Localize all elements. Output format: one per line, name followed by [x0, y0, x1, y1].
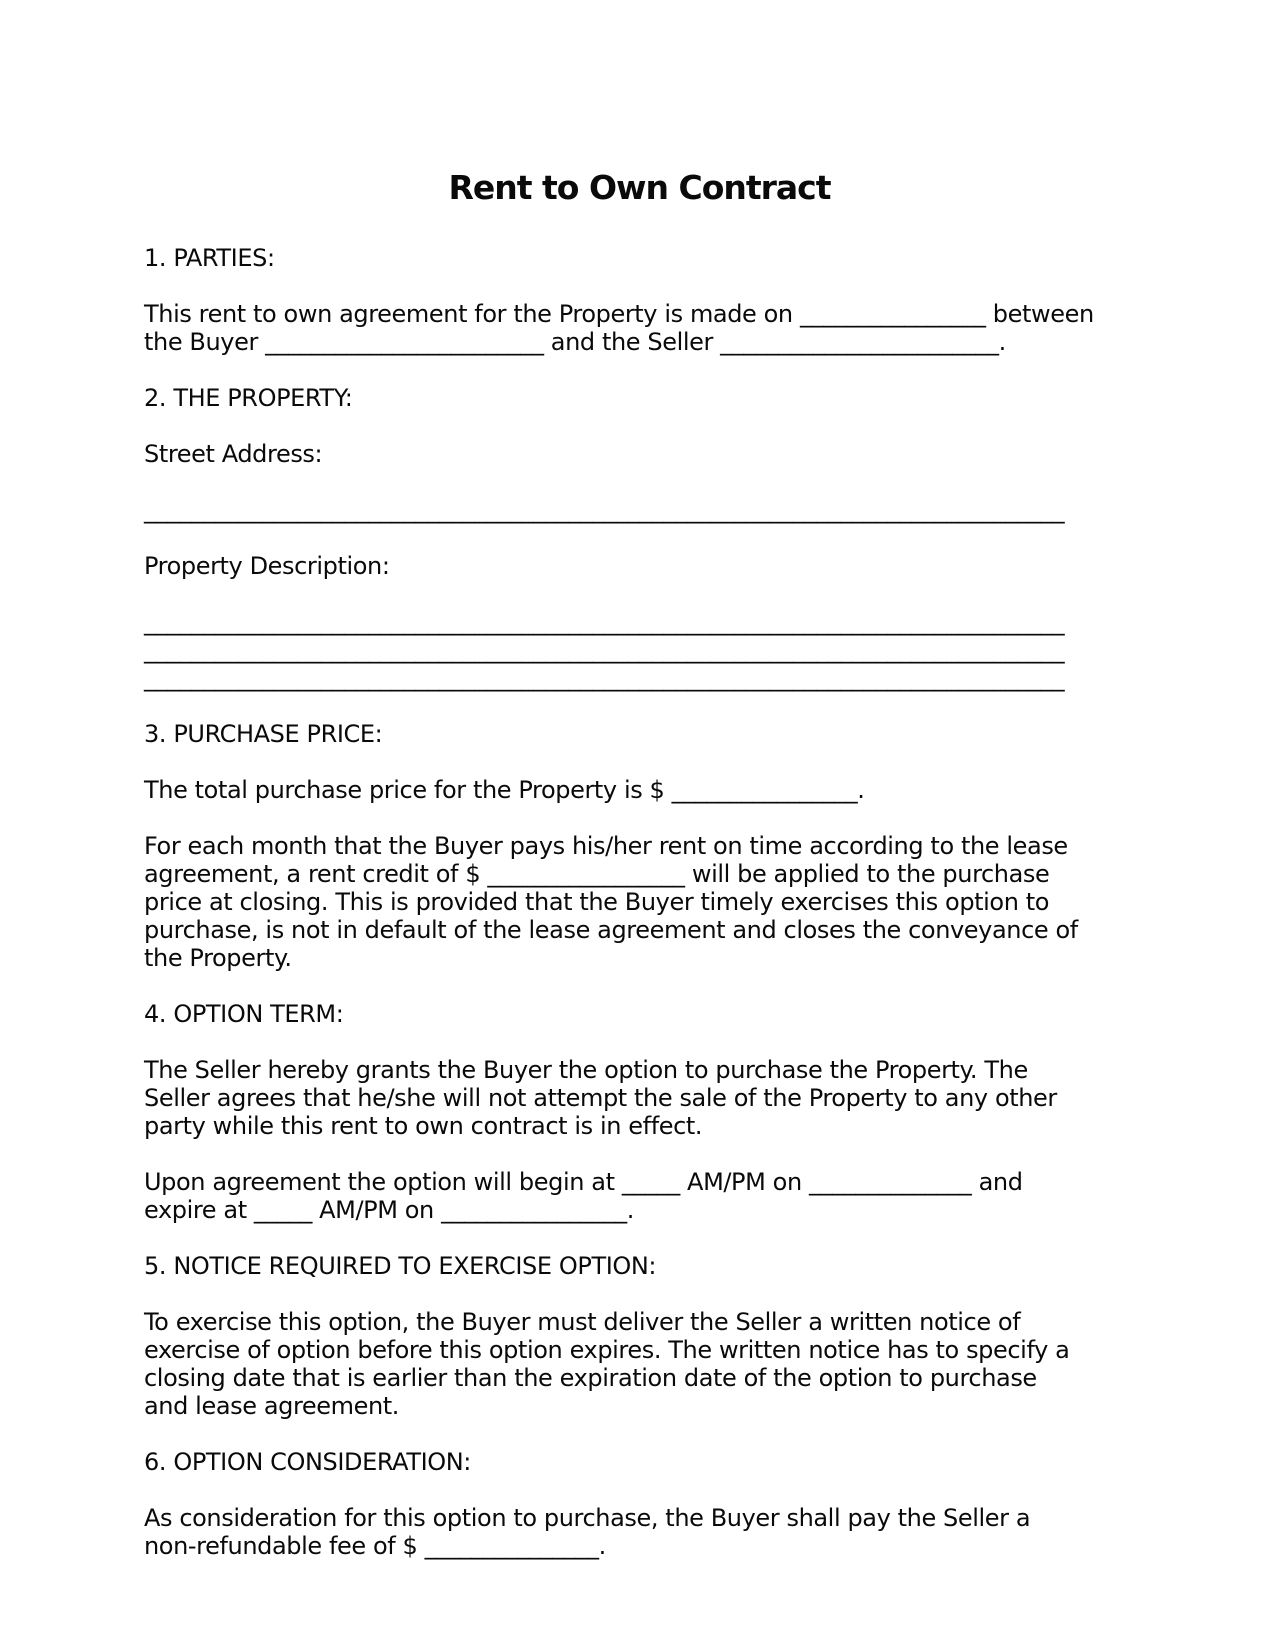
parties-line-1: This rent to own agreement for the Property is made on ________________ between [144, 300, 1094, 328]
notice-line-4: and lease agreement. [144, 1392, 400, 1420]
total-price-line: The total purchase price for the Property is $ ________________. [144, 776, 865, 804]
rent-credit-paragraph [144, 832, 1135, 972]
rent-credit-line-2: agreement, a rent credit of $ _________________ will be applied to the purchase [144, 860, 1050, 888]
option-grant-line-3: party while this rent to own contract is in effect. [144, 1112, 703, 1140]
notice-line-3: closing date that is earlier than the expiration date of the option to purchase [144, 1364, 1037, 1392]
option-grant-paragraph [144, 1056, 1135, 1140]
property-description-label: Property Description: [144, 552, 390, 580]
option-grant-line-2: Seller agrees that he/she will not attempt the sale of the Property to any other [144, 1084, 1057, 1112]
consideration-paragraph [144, 1504, 1135, 1560]
property-description-rule-1: ______________________________________________________________________________ [144, 608, 1065, 636]
property-description-blanks [144, 608, 1135, 692]
section-heading-parties: 1. PARTIES: [144, 244, 275, 272]
section-heading-consideration: 6. OPTION CONSIDERATION: [144, 1448, 471, 1476]
rent-credit-line-1: For each month that the Buyer pays his/her rent on time according to the lease [144, 832, 1068, 860]
parties-paragraph [144, 300, 1135, 356]
consideration-line-1: As consideration for this option to purchase, the Buyer shall pay the Seller a [144, 1504, 1031, 1532]
property-description-rule-2: ______________________________________________________________________________ [144, 636, 1065, 664]
street-address-label: Street Address: [144, 440, 323, 468]
notice-paragraph [144, 1308, 1135, 1420]
rent-credit-line-3: price at closing. This is provided that the Buyer timely exercises this option to [144, 888, 1050, 916]
notice-line-2: exercise of option before this option expires. The written notice has to specify a [144, 1336, 1070, 1364]
rent-credit-line-5: the Property. [144, 944, 292, 972]
section-heading-notice: 5. NOTICE REQUIRED TO EXERCISE OPTION: [144, 1252, 657, 1280]
consideration-line-2: non-refundable fee of $ _______________. [144, 1532, 606, 1560]
section-heading-property: 2. THE PROPERTY: [144, 384, 353, 412]
document-title: Rent to Own Contract [448, 168, 831, 207]
notice-line-1: To exercise this option, the Buyer must deliver the Seller a written notice of [144, 1308, 1021, 1336]
parties-line-2: the Buyer ________________________ and the Seller ________________________. [144, 328, 1006, 356]
property-description-rule-3: ______________________________________________________________________________ [144, 664, 1065, 692]
street-address-rule: ______________________________________________________________________________ [144, 496, 1065, 524]
street-address-blank [144, 496, 1135, 524]
option-timing-paragraph [144, 1168, 1135, 1224]
option-grant-line-1: The Seller hereby grants the Buyer the option to purchase the Property. The [144, 1056, 1028, 1084]
option-timing-line-1: Upon agreement the option will begin at _____ AM/PM on ______________ and [144, 1168, 1023, 1196]
section-heading-option-term: 4. OPTION TERM: [144, 1000, 344, 1028]
total-price-paragraph [144, 776, 1135, 804]
section-heading-purchase-price: 3. PURCHASE PRICE: [144, 720, 383, 748]
option-timing-line-2: expire at _____ AM/PM on ________________. [144, 1196, 634, 1224]
rent-credit-line-4: purchase, is not in default of the lease agreement and closes the conveyance of [144, 916, 1078, 944]
